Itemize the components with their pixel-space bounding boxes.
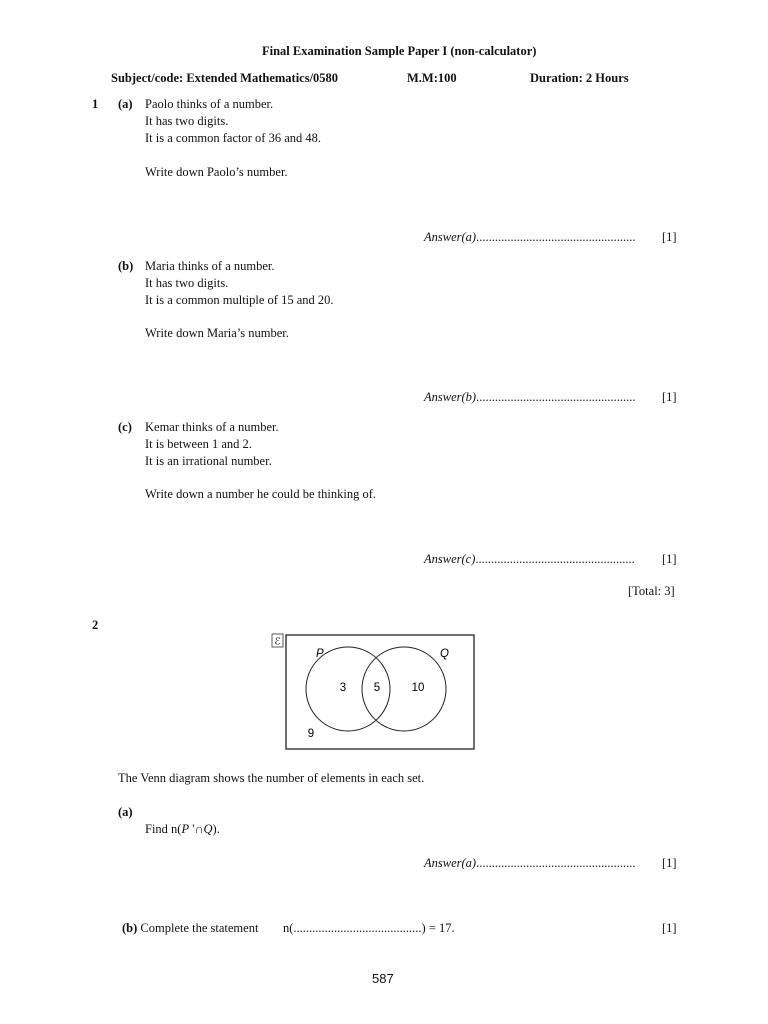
question-2a-find-suffix: ). [212,822,220,836]
question-1b-text [145,258,334,309]
mark-1b: [1] [662,390,677,404]
answer-2a-dots: ................................................... [476,856,636,870]
outside-count: 9 [307,728,315,740]
question-1b-line: It has two digits. [145,276,229,290]
answer-1c-dots: ................................................... [475,552,635,566]
question-1c-line: Kemar thinks of a number. [145,420,279,434]
question-1c-line: It is between 1 and 2. [145,437,252,451]
question-1c-instruction: Write down a number he could be thinking of. [145,487,377,501]
question-1b-line: It is a common multiple of 15 and 20. [145,293,334,307]
set-q-label: Q [440,648,449,660]
question-2b-label: (b) [122,921,138,935]
answer-2a-label: Answer(a) [424,856,477,870]
venn-diagram [270,630,480,754]
set-p-label: P [316,648,324,660]
question-1b-label: (b) [118,259,134,273]
duration: Duration: 2 Hours [530,71,629,85]
venn-description: The Venn diagram shows the number of elements in each set. [118,771,425,785]
universal-set-symbol: ℰ [274,636,281,648]
question-2a-label: (a) [118,805,133,819]
mark-1c: [1] [662,552,677,566]
q-only-count: 10 [411,682,425,694]
question-2b-instruction: Complete the statement [140,921,259,935]
mark-1a: [1] [662,230,677,244]
question-2a-set-q: Q [203,822,213,836]
answer-1c-line[interactable] [424,552,635,567]
answer-1b-dots: ................................................... [476,390,636,404]
question-1-total: [Total: 3] [628,584,675,598]
question-1c-text [145,419,279,470]
question-2b-statement[interactable]: n(.........................................) = 17. [283,921,455,935]
question-1b-line: Maria thinks of a number. [145,259,275,273]
question-2a-find-prefix: Find n( [145,822,182,836]
answer-1a-line[interactable] [424,230,635,245]
question-1a-text [145,96,321,147]
page-number: 587 [372,971,394,986]
subject-code: Subject/code: Extended Mathematics/0580 [111,71,339,85]
question-1a-line: It has two digits. [145,114,229,128]
answer-1b-line[interactable] [424,390,635,405]
question-2a-text [145,822,220,837]
answer-1a-dots: ................................................... [476,230,636,244]
question-1c-line: It is an irrational number. [145,454,272,468]
question-2-number: 2 [92,618,99,632]
question-2a-set-p: P [181,822,190,836]
p-only-count: 3 [339,682,347,694]
answer-1a-label: Answer(a) [424,230,477,244]
intersection-count: 5 [373,682,381,694]
mark-2a: [1] [662,856,677,870]
question-1a-line: Paolo thinks of a number. [145,97,274,111]
paper-title: Final Examination Sample Paper I (non-calculator) [262,44,537,58]
question-1a-instruction: Write down Paolo’s number. [145,165,288,179]
question-1b-instruction: Write down Maria’s number. [145,326,289,340]
question-1a-label: (a) [118,97,133,111]
answer-1c-label: Answer(c) [424,552,476,566]
question-1c-label: (c) [118,420,132,434]
question-2b-text [122,921,258,936]
question-1-number: 1 [92,97,99,111]
max-marks: M.M:100 [407,71,457,85]
answer-1b-label: Answer(b) [424,390,477,404]
question-2a-find-middle: '∩ [189,822,204,836]
answer-2a-line[interactable] [424,856,635,871]
question-1a-line: It is a common factor of 36 and 48. [145,131,321,145]
mark-2b: [1] [662,921,677,935]
